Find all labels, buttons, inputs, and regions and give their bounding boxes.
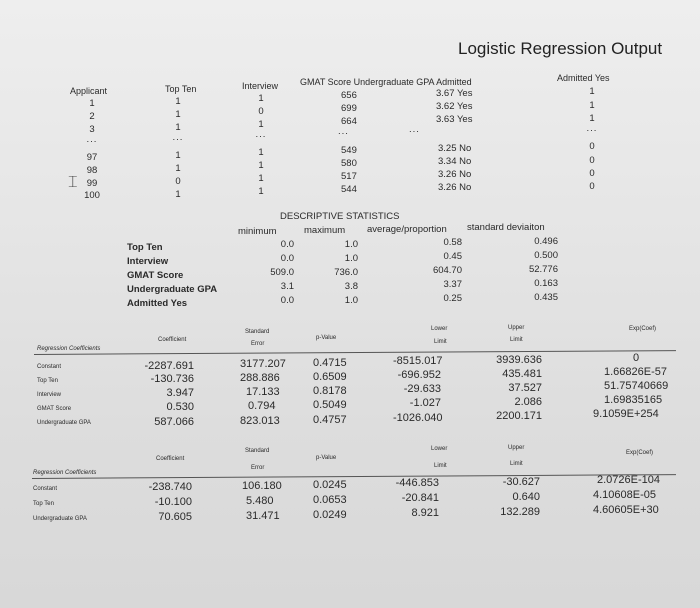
cell-applicant: 100 xyxy=(84,190,100,201)
ellipsis: ... xyxy=(86,134,98,145)
cell-applicant: 1 xyxy=(89,98,95,109)
cell-applicant: 99 xyxy=(86,178,98,189)
reg-se: 288.886 xyxy=(240,372,280,384)
desc-avg: 0.58 xyxy=(443,237,462,248)
reg-coef: -238.740 xyxy=(148,481,192,493)
reg-p: 0.6509 xyxy=(313,371,347,383)
reg-upper: 0.640 xyxy=(512,491,540,503)
ellipsis: ... xyxy=(255,129,267,140)
reg-exp: 0 xyxy=(632,352,640,364)
desc-min: 509.0 xyxy=(270,267,294,278)
reg-coef: -2287.691 xyxy=(144,360,194,372)
cell-admitted-yes: 0 xyxy=(589,168,595,179)
reg-label: Top Ten xyxy=(37,378,58,384)
desc-max: 1.0 xyxy=(344,295,358,306)
reg1-divider xyxy=(34,350,676,355)
reg1-header-upper-1: Upper xyxy=(508,325,525,331)
cell-interview: 1 xyxy=(258,173,264,184)
reg-exp: 51.75740669 xyxy=(604,380,669,392)
desc-sd: 0.163 xyxy=(534,278,558,289)
header-applicant: Applicant xyxy=(70,86,108,96)
reg-coef: 0.530 xyxy=(166,401,194,413)
cell-gpa-admitted: 3.26 No xyxy=(438,182,472,193)
reg1-header-lower-2: Limit xyxy=(434,339,447,345)
reg-lower: 8.921 xyxy=(411,507,439,519)
reg1-section-label: Regression Coefficients xyxy=(37,346,101,352)
cell-interview: 1 xyxy=(258,160,264,171)
reg-coef: 70.605 xyxy=(158,511,192,523)
reg1-header-upper-2: Limit xyxy=(510,337,523,343)
cell-top-ten: 1 xyxy=(175,109,181,120)
ellipsis: ... xyxy=(172,132,184,143)
desc-avg: 0.25 xyxy=(443,293,462,304)
desc-header-average: average/proportion xyxy=(367,224,447,235)
desc-sd: 0.500 xyxy=(534,250,558,261)
reg1-header-se-1: Standard xyxy=(245,329,270,335)
reg-label: Top Ten xyxy=(33,501,54,507)
reg-exp: 4.10608E-05 xyxy=(593,489,656,501)
reg-coef: -130.736 xyxy=(150,373,194,385)
reg-exp: 9.1059E+254 xyxy=(593,408,659,420)
reg-exp: 4.60605E+30 xyxy=(593,504,659,516)
header-interview: Interview xyxy=(242,81,279,91)
desc-avg: 3.37 xyxy=(443,279,462,290)
desc-sd: 0.496 xyxy=(534,236,558,247)
reg-p: 0.5049 xyxy=(313,399,347,411)
text-cursor-icon: ⌶ xyxy=(68,174,78,191)
cell-interview: 1 xyxy=(258,186,264,197)
reg1-header-lower-1: Lower xyxy=(431,326,448,332)
reg-p: 0.0249 xyxy=(313,509,347,521)
cell-top-ten: 1 xyxy=(175,189,181,200)
cell-applicant: 2 xyxy=(89,111,95,122)
cell-applicant: 98 xyxy=(86,165,98,176)
cell-gmat: 580 xyxy=(341,158,357,169)
reg1-header-p: p-Value xyxy=(316,335,337,341)
reg-se: 106.180 xyxy=(242,480,282,492)
desc-min: 0.0 xyxy=(280,295,294,306)
desc-avg: 604.70 xyxy=(432,265,462,276)
reg-se: 0.794 xyxy=(248,400,276,412)
cell-admitted-yes: 1 xyxy=(589,100,595,111)
reg-lower: -696.952 xyxy=(397,369,441,381)
reg1-header-exp: Exp(Coef) xyxy=(629,326,657,332)
cell-top-ten: 1 xyxy=(175,150,181,161)
cell-top-ten: 1 xyxy=(175,163,181,174)
cell-gpa-admitted: 3.34 No xyxy=(438,156,472,167)
reg2-section-label: Regression Coefficients xyxy=(33,470,97,476)
reg2-header-p: p-Value xyxy=(316,455,337,461)
cell-gmat: 664 xyxy=(341,116,357,127)
reg-coef: 587.066 xyxy=(154,416,194,428)
header-admitted-yes: Admitted Yes xyxy=(557,73,610,83)
reg-lower: -446.853 xyxy=(395,477,439,489)
cell-applicant: 97 xyxy=(86,152,98,163)
ellipsis: ... xyxy=(409,124,420,135)
reg-lower: -20.841 xyxy=(401,492,439,504)
desc-label: Interview xyxy=(127,256,169,267)
desc-label: Admitted Yes xyxy=(127,298,188,309)
desc-sd: 0.435 xyxy=(534,292,558,303)
reg-lower: -1.027 xyxy=(409,397,441,409)
reg-label: Undergraduate GPA xyxy=(33,516,87,522)
reg-label: GMAT Score xyxy=(37,406,72,412)
desc-header-minimum: minimum xyxy=(238,226,277,237)
reg2-header-upper-2: Limit xyxy=(510,461,523,467)
cell-gmat: 656 xyxy=(341,90,357,101)
page-title: Logistic Regression Output xyxy=(458,39,663,58)
reg-coef: 3.947 xyxy=(166,387,194,399)
ellipsis: ... xyxy=(338,126,349,137)
cell-admitted-yes: 0 xyxy=(589,155,595,166)
reg-upper: 2.086 xyxy=(514,396,542,408)
ellipsis: ... xyxy=(586,123,598,134)
reg2-header-lower-1: Lower xyxy=(431,446,448,452)
reg2-header-se-2: Error xyxy=(251,465,265,471)
reg-p: 0.0245 xyxy=(313,479,347,491)
reg2-header-se-1: Standard xyxy=(245,448,270,454)
desc-label: Top Ten xyxy=(127,242,163,253)
reg-p: 0.4757 xyxy=(313,414,347,426)
cell-applicant: 3 xyxy=(89,124,95,135)
reg-label: Undergraduate GPA xyxy=(37,420,91,426)
reg2-header-lower-2: Limit xyxy=(434,463,447,469)
cell-interview: 1 xyxy=(258,93,264,104)
desc-header-maximum: maximum xyxy=(304,225,346,236)
cell-gpa-admitted: 3.62 Yes xyxy=(436,101,473,112)
reg-upper: 132.289 xyxy=(500,506,540,518)
cell-admitted-yes: 0 xyxy=(589,141,595,152)
reg2-header-coefficient: Coefficient xyxy=(156,456,185,462)
reg1-header-se-2: Error xyxy=(251,341,265,347)
cell-gmat: 517 xyxy=(341,171,357,182)
reg-se: 31.471 xyxy=(246,510,280,522)
reg-label: Constant xyxy=(33,486,58,492)
header-gmat-gpa-admitted: GMAT Score Undergraduate GPA Admitted xyxy=(300,77,472,87)
desc-label: GMAT Score xyxy=(127,270,184,281)
reg-upper: 37.527 xyxy=(508,382,542,394)
cell-gmat: 699 xyxy=(341,103,357,114)
reg-lower: -1026.040 xyxy=(393,412,443,424)
desc-max: 1.0 xyxy=(344,253,358,264)
reg-coef: -10.100 xyxy=(154,496,192,508)
reg-upper: 435.481 xyxy=(502,368,542,380)
cell-gpa-admitted: 3.67 Yes xyxy=(436,88,473,99)
reg2-header-exp: Exp(Coef) xyxy=(626,450,654,456)
cell-top-ten: 1 xyxy=(175,122,181,133)
reg-exp: 1.69835165 xyxy=(604,394,663,406)
reg-upper: 2200.171 xyxy=(496,410,542,422)
reg-upper: -30.627 xyxy=(502,476,540,488)
reg-label: Constant xyxy=(37,364,62,370)
cell-admitted-yes: 1 xyxy=(589,113,595,124)
reg1-header-coefficient: Coefficient xyxy=(158,337,187,343)
cell-top-ten: 1 xyxy=(175,96,181,107)
desc-sd: 52.776 xyxy=(528,264,558,275)
cell-gpa-admitted: 3.25 No xyxy=(438,143,472,154)
cell-interview: 1 xyxy=(258,119,264,130)
cell-admitted-yes: 0 xyxy=(589,181,595,192)
cell-gmat: 549 xyxy=(341,145,357,156)
desc-max: 736.0 xyxy=(334,267,358,278)
desc-avg: 0.45 xyxy=(443,251,462,262)
reg-upper: 3939.636 xyxy=(496,354,542,366)
reg-lower: -8515.017 xyxy=(393,355,443,367)
reg-se: 17.133 xyxy=(246,386,280,398)
desc-min: 3.1 xyxy=(280,281,294,292)
desc-header-stddev: standard deviaiton xyxy=(467,222,545,233)
reg-exp: 1.66826E-57 xyxy=(604,366,667,378)
reg-se: 823.013 xyxy=(240,415,280,427)
reg-p: 0.0653 xyxy=(313,494,347,506)
reg-se: 5.480 xyxy=(246,495,274,507)
reg-exp: 2.0726E-104 xyxy=(597,474,660,486)
cell-gmat: 544 xyxy=(341,184,357,195)
desc-max: 3.8 xyxy=(344,281,358,292)
cell-top-ten: 0 xyxy=(175,176,181,187)
reg-p: 0.8178 xyxy=(313,385,347,397)
reg2-header-upper-1: Upper xyxy=(508,445,525,451)
cell-interview: 1 xyxy=(258,147,264,158)
desc-min: 0.0 xyxy=(280,253,294,264)
cell-gpa-admitted: 3.63 Yes xyxy=(436,114,473,125)
cell-gpa-admitted: 3.26 No xyxy=(438,169,472,180)
reg-label: Interview xyxy=(37,392,62,398)
reg-se: 3177.207 xyxy=(240,358,286,370)
reg2-divider xyxy=(32,474,676,479)
desc-label: Undergraduate GPA xyxy=(127,284,218,295)
header-top-ten: Top Ten xyxy=(165,84,197,94)
reg-lower: -29.633 xyxy=(403,383,441,395)
descriptive-title: DESCRIPTIVE STATISTICS xyxy=(280,211,400,222)
cell-interview: 0 xyxy=(258,106,264,117)
desc-max: 1.0 xyxy=(344,239,358,250)
desc-min: 0.0 xyxy=(280,239,294,250)
cell-admitted-yes: 1 xyxy=(589,86,595,97)
reg-p: 0.4715 xyxy=(313,357,347,369)
